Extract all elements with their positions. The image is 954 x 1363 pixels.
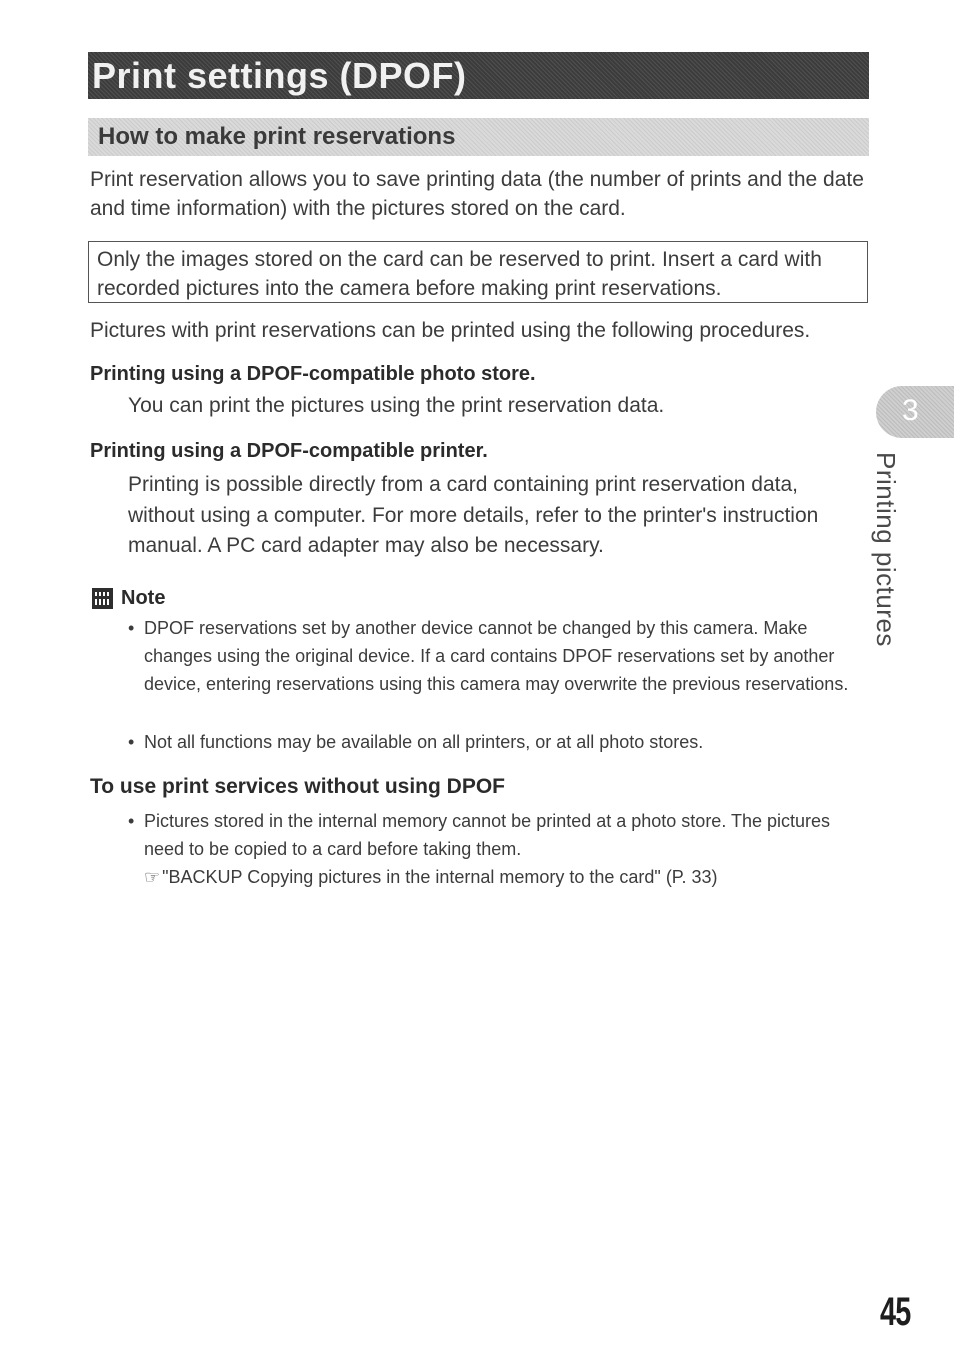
section-subtitle: How to make print reservations — [98, 123, 456, 150]
page-reference — [144, 863, 869, 891]
page-title: Print settings (DPOF) — [92, 55, 467, 96]
chapter-label: Printing pictures — [871, 452, 901, 647]
services-heading: To use print services without using DPOF — [90, 775, 505, 798]
store-heading: Printing using a DPOF-compatible photo store. — [90, 363, 536, 385]
note-bullet-2 — [128, 728, 869, 756]
title-banner — [88, 52, 869, 99]
intro-paragraph: Print reservation allows you to save printing data (the number of prints and the date and time information) with the pictures stored on the card. — [90, 168, 864, 220]
chapter-number: 3 — [902, 394, 919, 427]
note-bullet-1 — [128, 614, 869, 698]
page-reference-text: "BACKUP Copying pictures in the internal memory to the card" (P. 33) — [162, 867, 718, 887]
page-reference-icon: ☞ — [144, 867, 161, 887]
chapter-tab — [876, 386, 954, 446]
note-bullet-text: DPOF reservations set by another device cannot be changed by this camera. Make changes using the original device. If a card contains DPOF reservations set by another device, entering reservations using this camera may overwrite the previous reservations. — [144, 618, 849, 694]
notice-box: Only the images stored on the card can be reserved to print. Insert a card with recorded pictures into the camera before making print reservations. — [88, 241, 868, 303]
services-bullet — [128, 807, 869, 863]
bullet-mark: • — [128, 732, 135, 752]
bullet-mark: • — [128, 811, 135, 831]
note-icon — [92, 588, 113, 609]
services-bullet-text: Pictures stored in the internal memory cannot be printed at a photo store. The pictures need to be copied to a card before taking them. — [144, 811, 831, 859]
bullet-mark: • — [128, 618, 135, 638]
note-header — [92, 584, 165, 612]
procedures-intro: Pictures with print reservations can be printed using the following procedures. — [90, 319, 811, 342]
subtitle-banner — [88, 118, 869, 156]
store-text: You can print the pictures using the print reservation data. — [128, 394, 665, 417]
note-bullet-text: Not all functions may be available on all printers, or at all photo stores. — [144, 732, 704, 752]
printer-text: Printing is possible directly from a card containing print reservation data, without using a computer. For more details, refer to the printer's instruction manual. A PC card adapter may also be necessary. — [128, 473, 819, 557]
page-number: 45 — [880, 1290, 911, 1334]
printer-heading: Printing using a DPOF-compatible printer. — [90, 440, 488, 462]
note-label: Note — [121, 586, 166, 609]
